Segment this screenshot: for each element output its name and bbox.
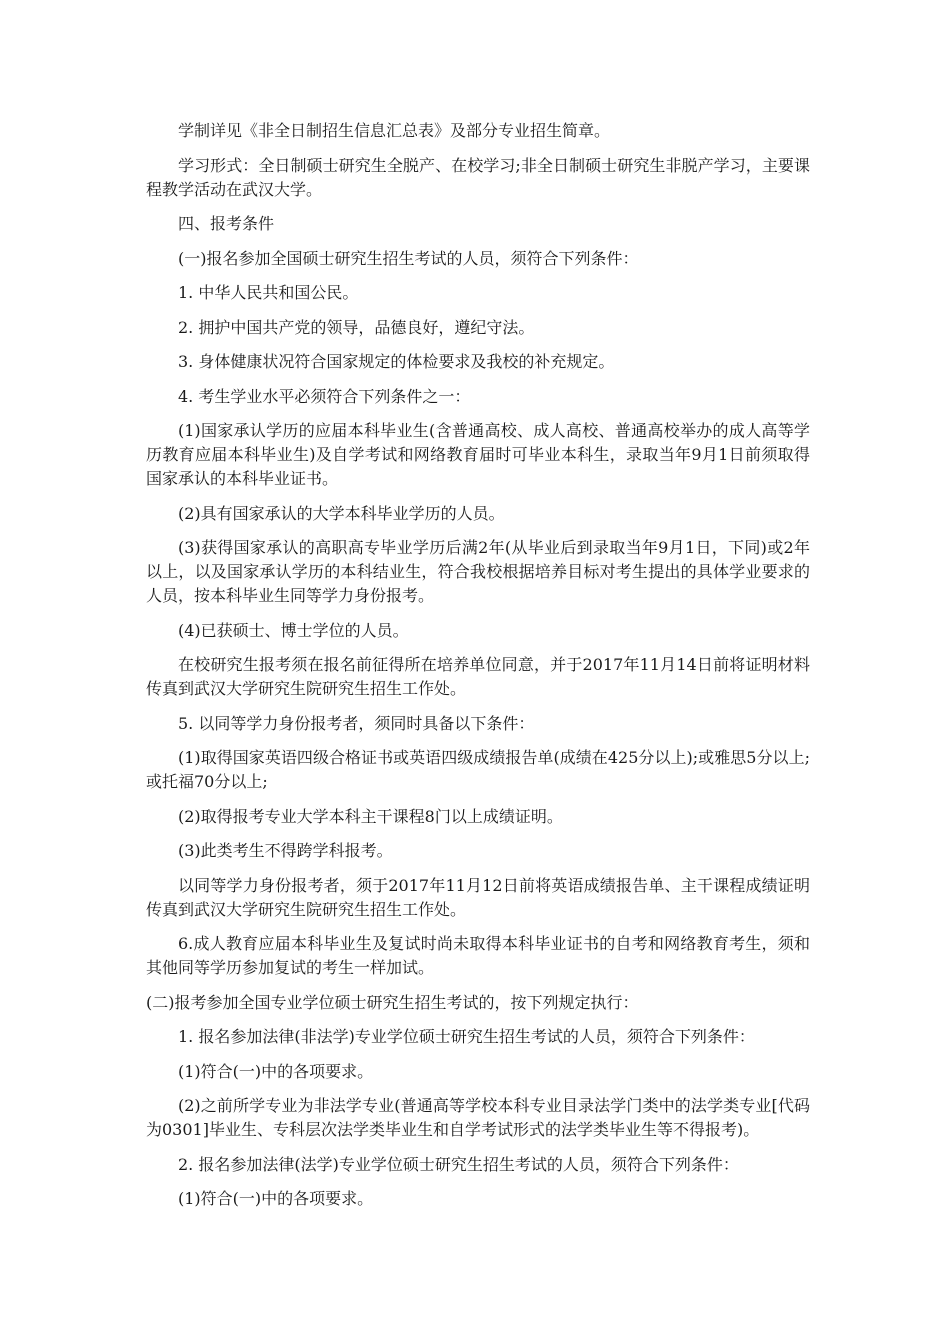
list-item: 6.成人教育应届本科毕业生及复试时尚未取得本科毕业证书的自考和网络教育考生，须和其他同等学历参加复试的考生一样加试。 bbox=[146, 934, 810, 977]
sub-list-item: (4)已获硕士、博士学位的人员。 bbox=[178, 620, 409, 640]
list-item: 3. 身体健康状况符合国家规定的体检要求及我校的补充规定。 bbox=[178, 352, 615, 371]
subsection-heading: (二)报考参加全国专业学位硕士研究生招生考试的，按下列规定执行： bbox=[146, 992, 639, 1012]
section-heading: 四、报考条件 bbox=[178, 214, 275, 233]
list-item: 1. 中华人民共和国公民。 bbox=[178, 283, 359, 302]
sub-list-item: (2)取得报考专业大学本科主干课程8门以上成绩证明。 bbox=[178, 806, 563, 826]
sub-list-item: (2)具有国家承认的大学本科毕业学历的人员。 bbox=[178, 503, 505, 523]
paragraph: 以同等学力身份报考者，须于2017年11月12日前将英语成绩报告单、主干课程成绩证明传真到武汉大学研究生院研究生招生工作处。 bbox=[146, 875, 810, 919]
sub-list-item: (2)之前所学专业为非法学专业(普通高等学校本科专业目录法学门类中的法学类专业[代码为0301]毕业生、专科层次法学类毕业生和自学考试形式的法学类毕业生等不得报考)。 bbox=[146, 1096, 810, 1139]
sub-list-item: (1)国家承认学历的应届本科毕业生(含普通高校、成人高校、普通高校举办的成人高等学历教育应届本科毕业生)及自学考试和网络教育届时可毕业本科生，录取当年9月1日前须取得国家承认的本科毕业证书。 bbox=[146, 421, 810, 488]
document-body bbox=[146, 119, 810, 1222]
paragraph: 学习形式：全日制硕士研究生全脱产、在校学习;非全日制硕士研究生非脱产学习，主要课程教学活动在武汉大学。 bbox=[146, 155, 810, 199]
list-item: 2. 拥护中国共产党的领导，品德良好，遵纪守法。 bbox=[178, 317, 535, 337]
list-item: 2. 报名参加法律(法学)专业学位硕士研究生招生考试的人员，须符合下列条件： bbox=[178, 1154, 739, 1174]
paragraph: 在校研究生报考须在报名前征得所在培养单位同意，并于2017年11月14日前将证明材料传真到武汉大学研究生院研究生招生工作处。 bbox=[146, 655, 810, 698]
subsection-heading: (一)报名参加全国硕士研究生招生考试的人员，须符合下列条件： bbox=[178, 248, 639, 268]
sub-list-item: (3)获得国家承认的高职高专毕业学历后满2年(从毕业后到录取当年9月1日，下同)或2年以上，以及国家承认学历的本科结业生，符合我校根据培养目标对考生提出的具体学业要求的人员，按本科毕业生同等学力身份报考。 bbox=[146, 538, 810, 605]
list-item: 1. 报名参加法律(非法学)专业学位硕士研究生招生考试的人员，须符合下列条件： bbox=[178, 1027, 755, 1046]
sub-list-item: (1)符合(一)中的各项要求。 bbox=[178, 1061, 374, 1081]
sub-list-item: (3)此类考生不得跨学科报考。 bbox=[178, 841, 393, 860]
sub-list-item: (1)取得国家英语四级合格证书或英语四级成绩报告单(成绩在425分以上);或雅思5分以上;或托福70分以上; bbox=[146, 748, 810, 791]
sub-list-item: (1)符合(一)中的各项要求。 bbox=[178, 1189, 374, 1208]
paragraph: 学制详见《非全日制招生信息汇总表》及部分专业招生简章。 bbox=[178, 121, 611, 140]
list-item: 5. 以同等学力身份报考者，须同时具备以下条件： bbox=[178, 713, 535, 733]
list-item: 4. 考生学业水平必须符合下列条件之一： bbox=[178, 386, 471, 406]
